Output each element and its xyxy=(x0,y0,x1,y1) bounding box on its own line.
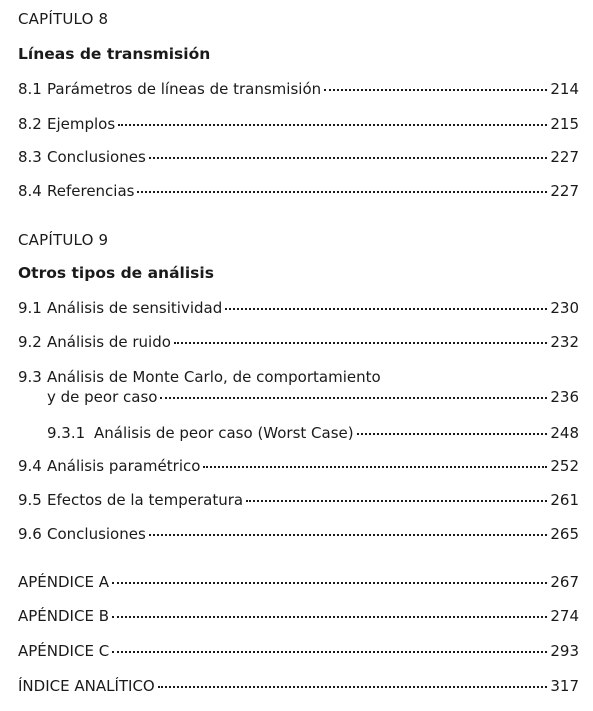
toc-entry-page: 274 xyxy=(550,607,579,625)
toc-entry-9-2[interactable] xyxy=(18,333,579,351)
toc-entry-title: Análisis de peor caso (Worst Case) xyxy=(94,424,354,442)
toc-entry-page: 215 xyxy=(550,115,579,133)
toc-entry-title: ÍNDICE ANALÍTICO xyxy=(18,677,155,695)
dot-leader xyxy=(174,342,547,344)
dot-leader xyxy=(158,686,548,688)
toc-entry-9-3-first-line[interactable] xyxy=(18,368,381,386)
toc-entry-8-1[interactable] xyxy=(18,80,579,98)
toc-entry-8-3[interactable] xyxy=(18,148,579,166)
toc-entry-number: 9.1 xyxy=(18,299,42,317)
dot-leader xyxy=(203,466,547,468)
dot-leader xyxy=(324,89,547,91)
toc-entry-page: 214 xyxy=(550,80,579,98)
toc-entry-number: 8.1 xyxy=(18,80,42,98)
toc-entry-page: 317 xyxy=(550,677,579,695)
dot-leader xyxy=(149,157,548,159)
toc-entry-title: Análisis de sensitividad xyxy=(47,299,223,317)
toc-entry-title: APÉNDICE A xyxy=(18,573,109,591)
chapter-9-title: Otros tipos de análisis xyxy=(18,264,214,282)
dot-leader xyxy=(225,308,547,310)
toc-entry-9-3[interactable] xyxy=(47,388,579,406)
dot-leader xyxy=(160,397,547,399)
toc-entry-number: 8.3 xyxy=(18,148,42,166)
toc-entry-page: 230 xyxy=(550,299,579,317)
toc-entry-title: Análisis de Monte Carlo, de comportamiento xyxy=(47,368,381,386)
dot-leader xyxy=(137,191,547,193)
toc-entry-index[interactable] xyxy=(18,677,579,695)
toc-entry-9-4[interactable] xyxy=(18,457,579,475)
toc-entry-title: Ejemplos xyxy=(47,115,116,133)
toc-entry-page: 252 xyxy=(550,457,579,475)
toc-entry-number: 9.6 xyxy=(18,525,42,543)
toc-entry-page: 227 xyxy=(550,182,579,200)
toc-entry-page: 293 xyxy=(550,642,579,660)
toc-entry-page: 265 xyxy=(550,525,579,543)
toc-entry-title: APÉNDICE B xyxy=(18,607,109,625)
toc-entry-number: 9.2 xyxy=(18,333,42,351)
chapter-9-label: CAPÍTULO 9 xyxy=(18,231,109,249)
toc-entry-number: 8.2 xyxy=(18,115,42,133)
toc-entry-9-6[interactable] xyxy=(18,525,579,543)
toc-entry-page: 232 xyxy=(550,333,579,351)
toc-entry-appendix-b[interactable] xyxy=(18,607,579,625)
dot-leader xyxy=(112,651,547,653)
toc-entry-9-3-1[interactable] xyxy=(47,424,579,442)
toc-entry-title: Efectos de la temperatura xyxy=(47,491,244,509)
toc-entry-title: Parámetros de líneas de transmisión xyxy=(47,80,322,98)
chapter-8-title: Líneas de transmisión xyxy=(18,45,211,63)
toc-entry-title-continued: y de peor caso xyxy=(47,388,158,406)
toc-entry-title: Análisis de ruido xyxy=(47,333,171,351)
toc-entry-number: 9.3 xyxy=(18,368,42,386)
toc-entry-appendix-c[interactable] xyxy=(18,642,579,660)
dot-leader xyxy=(149,534,548,536)
toc-entry-page: 248 xyxy=(550,424,579,442)
dot-leader xyxy=(357,433,548,435)
toc-entry-8-2[interactable] xyxy=(18,115,579,133)
toc-entry-title: Referencias xyxy=(47,182,135,200)
toc-entry-page: 227 xyxy=(550,148,579,166)
toc-entry-page: 236 xyxy=(550,388,579,406)
toc-entry-9-5[interactable] xyxy=(18,491,579,509)
dot-leader xyxy=(118,124,547,126)
dot-leader xyxy=(246,500,547,502)
toc-entry-number: 9.4 xyxy=(18,457,42,475)
chapter-8-label: CAPÍTULO 8 xyxy=(18,10,109,28)
toc-entry-number: 9.3.1 xyxy=(47,424,86,442)
toc-entry-appendix-a[interactable] xyxy=(18,573,579,591)
toc-entry-number: 9.5 xyxy=(18,491,42,509)
toc-entry-number: 8.4 xyxy=(18,182,42,200)
dot-leader xyxy=(112,582,547,584)
dot-leader xyxy=(112,616,547,618)
toc-entry-9-1[interactable] xyxy=(18,299,579,317)
toc-entry-title: Conclusiones xyxy=(47,525,146,543)
toc-entry-page: 267 xyxy=(550,573,579,591)
toc-entry-title: APÉNDICE C xyxy=(18,642,110,660)
toc-entry-title: Conclusiones xyxy=(47,148,146,166)
toc-entry-page: 261 xyxy=(550,491,579,509)
toc-entry-8-4[interactable] xyxy=(18,182,579,200)
toc-entry-title: Análisis paramétrico xyxy=(47,457,201,475)
